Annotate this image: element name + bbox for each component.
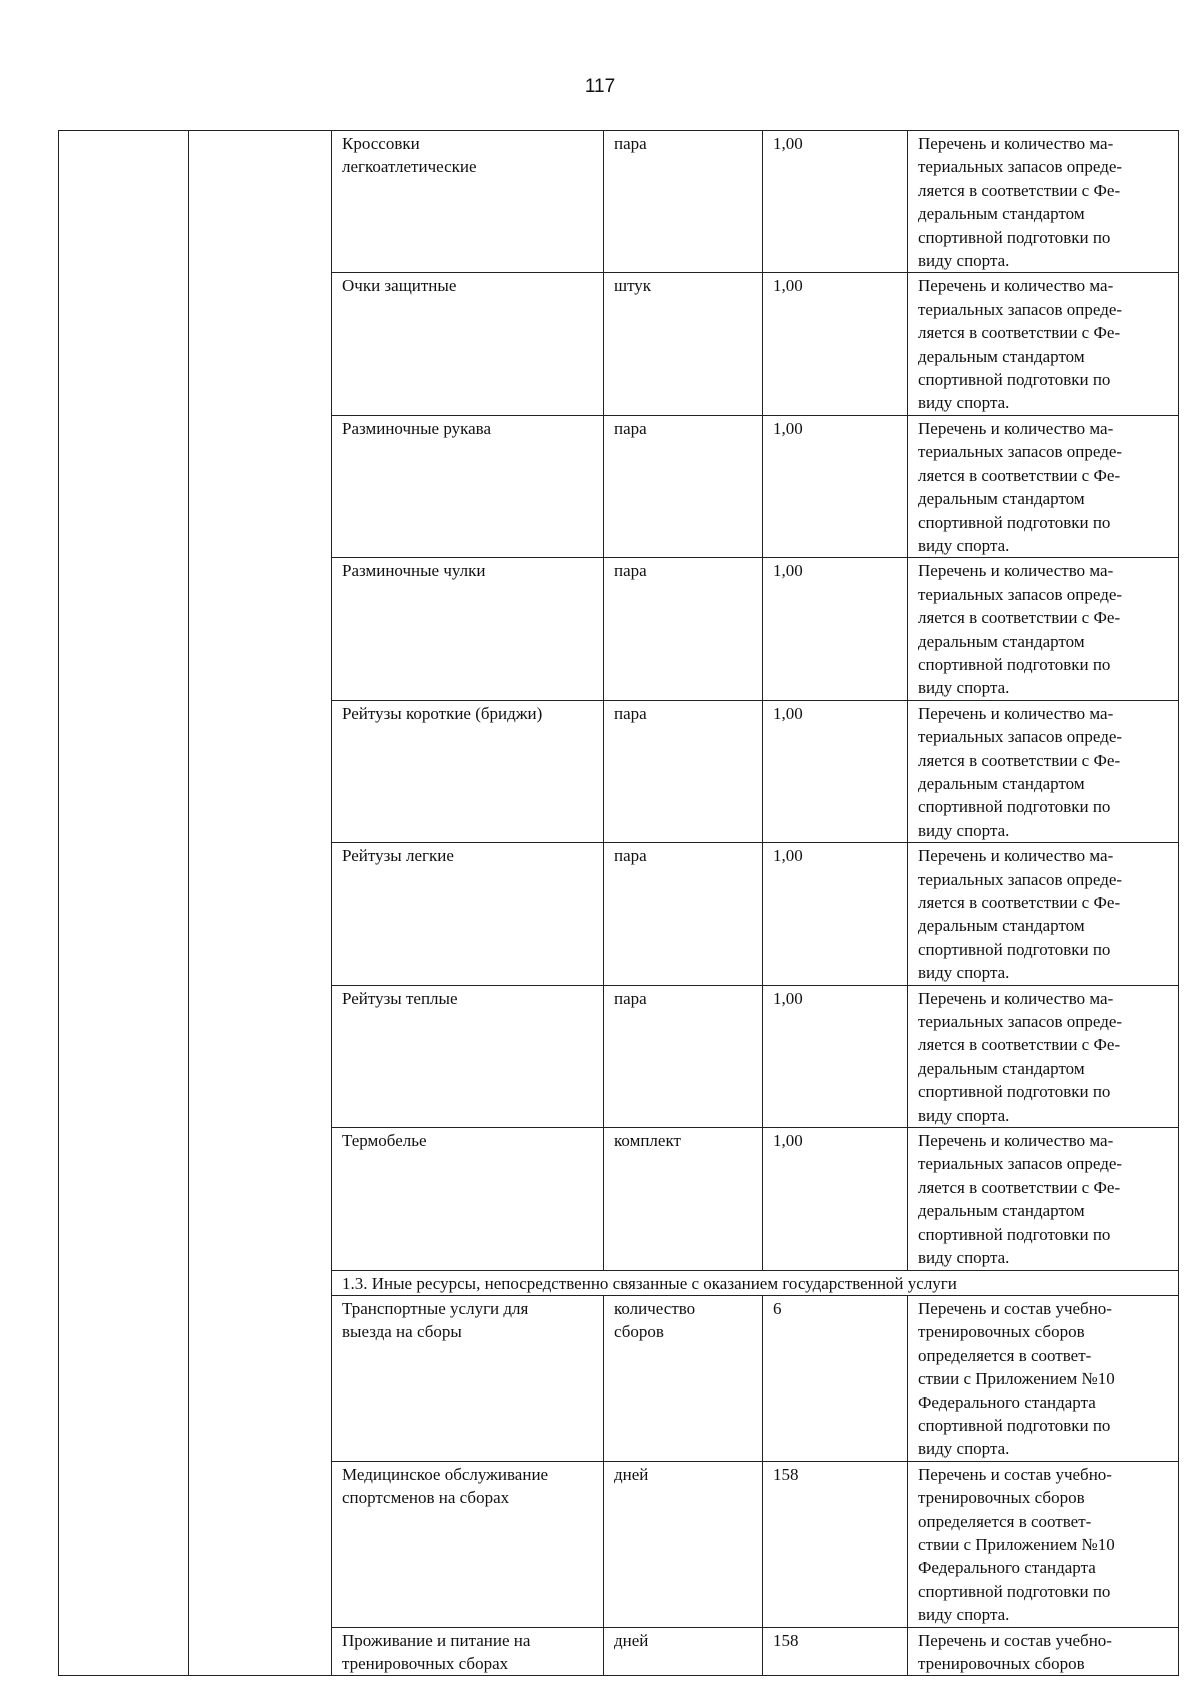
unit-cell: пара: [604, 558, 763, 700]
quantity-cell: 1,00: [763, 558, 908, 700]
unit-cell: пара: [604, 131, 763, 273]
item-name-cell: Медицинское обслуживание спортсменов на сборах: [332, 1461, 604, 1627]
quantity-cell: 158: [763, 1461, 908, 1627]
note-cell: Перечень и состав учебно- тренировочных сборов определяется в соответ- ствии с Приложением №10 Федерального стандарта спортивной подготовки по виду спорта.: [908, 1461, 1179, 1627]
unit-cell: штук: [604, 273, 763, 415]
unit-cell: дней: [604, 1461, 763, 1627]
note-cell: Перечень и состав учебно- тренировочных сборов определяется в соответ- ствии с Приложением №10 Федерального стандарта спортивной подготовки по виду спорта.: [908, 1295, 1179, 1461]
item-name-cell: Разминочные рукава: [332, 415, 604, 557]
quantity-cell: 1,00: [763, 843, 908, 985]
section-heading: 1.3. Иные ресурсы, непосредственно связанные с оказанием государственной услуги: [332, 1270, 1179, 1295]
resources-table: [58, 130, 1179, 1676]
note-cell: Перечень и количество ма- териальных запасов опреде- ляется в соответствии с Фе- деральным стандартом спортивной подготовки по виду спорта.: [908, 131, 1179, 273]
item-name-cell: Рейтузы легкие: [332, 843, 604, 985]
note-cell: Перечень и количество ма- териальных запасов опреде- ляется в соответствии с Фе- деральным стандартом спортивной подготовки по виду спорта.: [908, 985, 1179, 1127]
note-cell: Перечень и количество ма- териальных запасов опреде- ляется в соответствии с Фе- деральным стандартом спортивной подготовки по виду спорта.: [908, 1128, 1179, 1270]
item-name-cell: Очки защитные: [332, 273, 604, 415]
quantity-cell: 1,00: [763, 1128, 908, 1270]
merged-left-column-2: [189, 131, 332, 1676]
unit-cell: количество сборов: [604, 1295, 763, 1461]
merged-left-column-1: [59, 131, 189, 1676]
note-cell: Перечень и состав учебно- тренировочных сборов: [908, 1627, 1179, 1676]
note-cell: Перечень и количество ма- териальных запасов опреде- ляется в соответствии с Фе- деральным стандартом спортивной подготовки по виду спорта.: [908, 700, 1179, 842]
item-name-cell: Рейтузы теплые: [332, 985, 604, 1127]
unit-cell: комплект: [604, 1128, 763, 1270]
quantity-cell: 1,00: [763, 700, 908, 842]
quantity-cell: 1,00: [763, 985, 908, 1127]
item-name-cell: Кроссовки легкоатлетические: [332, 131, 604, 273]
quantity-cell: 6: [763, 1295, 908, 1461]
item-name-cell: Рейтузы короткие (бриджи): [332, 700, 604, 842]
unit-cell: пара: [604, 700, 763, 842]
note-cell: Перечень и количество ма- териальных запасов опреде- ляется в соответствии с Фе- деральным стандартом спортивной подготовки по виду спорта.: [908, 273, 1179, 415]
unit-cell: пара: [604, 985, 763, 1127]
item-name-cell: Проживание и питание на тренировочных сборах: [332, 1627, 604, 1676]
note-cell: Перечень и количество ма- териальных запасов опреде- ляется в соответствии с Фе- деральным стандартом спортивной подготовки по виду спорта.: [908, 558, 1179, 700]
table-row: [59, 131, 1179, 273]
item-name-cell: Транспортные услуги для выезда на сборы: [332, 1295, 604, 1461]
quantity-cell: 1,00: [763, 415, 908, 557]
unit-cell: дней: [604, 1627, 763, 1676]
unit-cell: пара: [604, 415, 763, 557]
quantity-cell: 1,00: [763, 273, 908, 415]
page-number: 117: [584, 76, 616, 97]
note-cell: Перечень и количество ма- териальных запасов опреде- ляется в соответствии с Фе- деральным стандартом спортивной подготовки по виду спорта.: [908, 843, 1179, 985]
quantity-cell: 158: [763, 1627, 908, 1676]
item-name-cell: Термобелье: [332, 1128, 604, 1270]
unit-cell: пара: [604, 843, 763, 985]
quantity-cell: 1,00: [763, 131, 908, 273]
note-cell: Перечень и количество ма- териальных запасов опреде- ляется в соответствии с Фе- деральным стандартом спортивной подготовки по виду спорта.: [908, 415, 1179, 557]
item-name-cell: Разминочные чулки: [332, 558, 604, 700]
